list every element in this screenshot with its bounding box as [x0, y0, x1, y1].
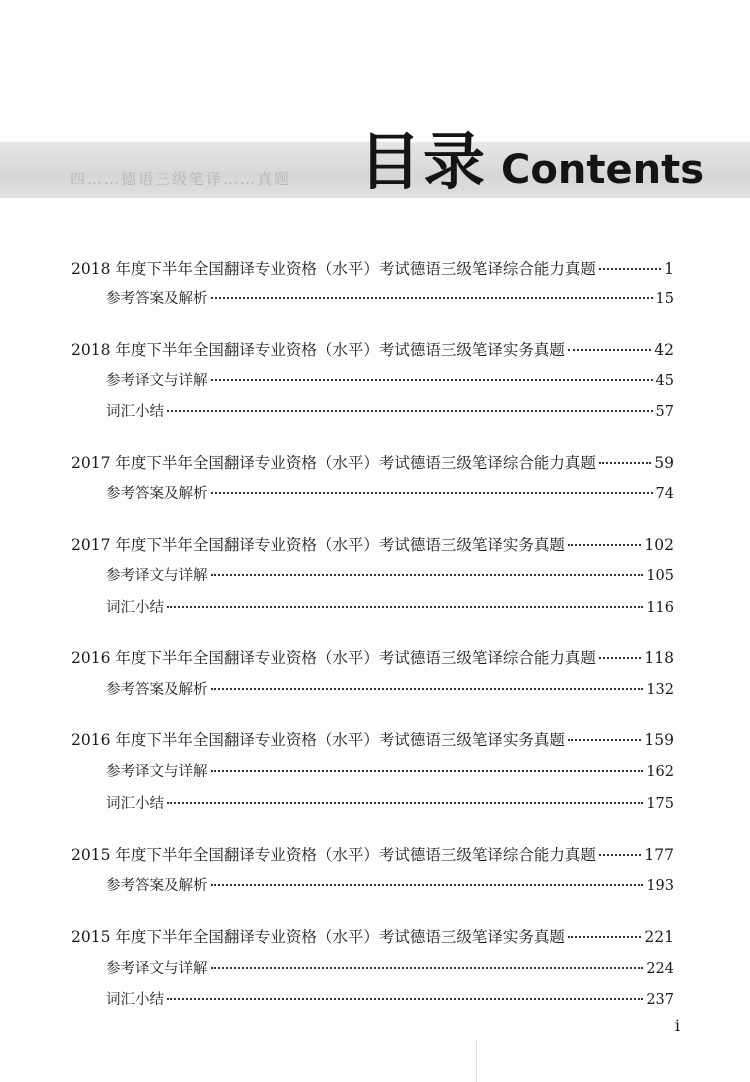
toc-subentry-title: 词汇小结: [106, 600, 164, 616]
toc-subentry-title: 参考译文与详解: [106, 764, 208, 780]
dot-leader: [211, 688, 644, 690]
dot-leader: [167, 606, 643, 608]
toc-subentry-page: 132: [646, 682, 674, 698]
toc-subentry[interactable]: [106, 988, 674, 1012]
toc-subentry[interactable]: [106, 287, 674, 311]
toc-subentry-page: 57: [655, 404, 674, 420]
toc-entry[interactable]: [71, 451, 674, 475]
toc-subentry-title: 参考答案及解析: [106, 486, 208, 502]
toc-subentry[interactable]: [106, 596, 674, 620]
page-title: [359, 112, 704, 201]
toc-subentry-title: 参考译文与详解: [106, 961, 208, 977]
toc-entry-page: 102: [644, 536, 674, 554]
toc-subentry-page: 15: [655, 291, 674, 307]
toc-subentry[interactable]: [106, 760, 674, 784]
title-english: Contents: [501, 147, 704, 193]
toc-subentry[interactable]: [106, 678, 674, 702]
toc-entry[interactable]: [71, 646, 674, 670]
dot-leader: [211, 884, 644, 886]
toc-entry-page: 42: [654, 341, 674, 359]
toc-entry[interactable]: [71, 338, 674, 362]
band-faint-text: 四……德语三级笔译……真题: [70, 170, 292, 188]
toc-subentry-title: 参考答案及解析: [106, 291, 208, 307]
toc-entry-title: 2015 年度下半年全国翻译专业资格（水平）考试德语三级笔译综合能力真题: [71, 846, 596, 864]
dot-leader: [167, 410, 653, 412]
toc-subentry-page: 105: [646, 568, 674, 584]
toc-entry[interactable]: [71, 925, 674, 949]
toc-subentry-title: 参考译文与详解: [106, 568, 208, 584]
dot-leader: [211, 967, 644, 969]
dot-leader: [599, 657, 642, 659]
toc-entry[interactable]: [71, 728, 674, 752]
dot-leader: [568, 936, 642, 938]
toc-subentry-title: 参考答案及解析: [106, 682, 208, 698]
toc-subentry-page: 193: [646, 878, 674, 894]
dot-leader: [211, 574, 644, 576]
toc-subentry-page: 175: [646, 796, 674, 812]
toc-entry[interactable]: [71, 533, 674, 557]
dot-leader: [568, 349, 651, 351]
toc-subentry-title: 词汇小结: [106, 796, 164, 812]
toc-entry-title: 2016 年度下半年全国翻译专业资格（水平）考试德语三级笔译综合能力真题: [71, 649, 596, 667]
toc-entry-page: 1: [664, 260, 674, 278]
toc-entry-page: 221: [644, 928, 674, 946]
dot-leader: [211, 297, 653, 299]
toc-subentry[interactable]: [106, 957, 674, 981]
page-number: i: [674, 1016, 680, 1035]
toc-entry-title: 2017 年度下半年全国翻译专业资格（水平）考试德语三级笔译实务真题: [71, 536, 565, 554]
toc-entry-title: 2017 年度下半年全国翻译专业资格（水平）考试德语三级笔译综合能力真题: [71, 454, 596, 472]
toc-entry-title: 2015 年度下半年全国翻译专业资格（水平）考试德语三级笔译实务真题: [71, 928, 565, 946]
dot-leader: [568, 739, 642, 741]
dot-leader: [211, 770, 644, 772]
toc-subentry-page: 237: [646, 992, 674, 1008]
toc-subentry-page: 45: [655, 373, 674, 389]
toc-entry-title: 2018 年度下半年全国翻译专业资格（水平）考试德语三级笔译实务真题: [71, 341, 565, 359]
dot-leader: [167, 802, 643, 804]
dot-leader: [599, 462, 651, 464]
toc-subentry-title: 参考译文与详解: [106, 373, 208, 389]
toc-entry-page: 59: [654, 454, 674, 472]
toc-subentry[interactable]: [106, 564, 674, 588]
toc-subentry-page: 224: [646, 961, 674, 977]
toc-entry-page: 177: [644, 846, 674, 864]
toc-entry[interactable]: [71, 843, 674, 867]
gutter-shadow: [476, 1040, 477, 1082]
toc-subentry-page: 162: [646, 764, 674, 780]
toc-entry[interactable]: [71, 257, 674, 281]
toc-entry-page: 159: [644, 731, 674, 749]
toc-subentry[interactable]: [106, 792, 674, 816]
toc-subentry[interactable]: [106, 874, 674, 898]
title-chinese: 目录: [359, 125, 488, 198]
toc-entry-page: 118: [644, 649, 674, 667]
toc-subentry[interactable]: [106, 482, 674, 506]
toc-subentry-title: 词汇小结: [106, 404, 164, 420]
toc-subentry-title: 词汇小结: [106, 992, 164, 1008]
dot-leader: [599, 268, 661, 270]
toc-subentry[interactable]: [106, 369, 674, 393]
toc-subentry-title: 参考答案及解析: [106, 878, 208, 894]
toc-entry-title: 2016 年度下半年全国翻译专业资格（水平）考试德语三级笔译实务真题: [71, 731, 565, 749]
dot-leader: [211, 379, 653, 381]
dot-leader: [167, 998, 643, 1000]
toc-entry-title: 2018 年度下半年全国翻译专业资格（水平）考试德语三级笔译综合能力真题: [71, 260, 596, 278]
dot-leader: [568, 544, 642, 546]
toc-subentry-page: 116: [646, 600, 674, 616]
toc-subentry[interactable]: [106, 400, 674, 424]
toc-subentry-page: 74: [655, 486, 674, 502]
dot-leader: [211, 492, 653, 494]
dot-leader: [599, 854, 642, 856]
